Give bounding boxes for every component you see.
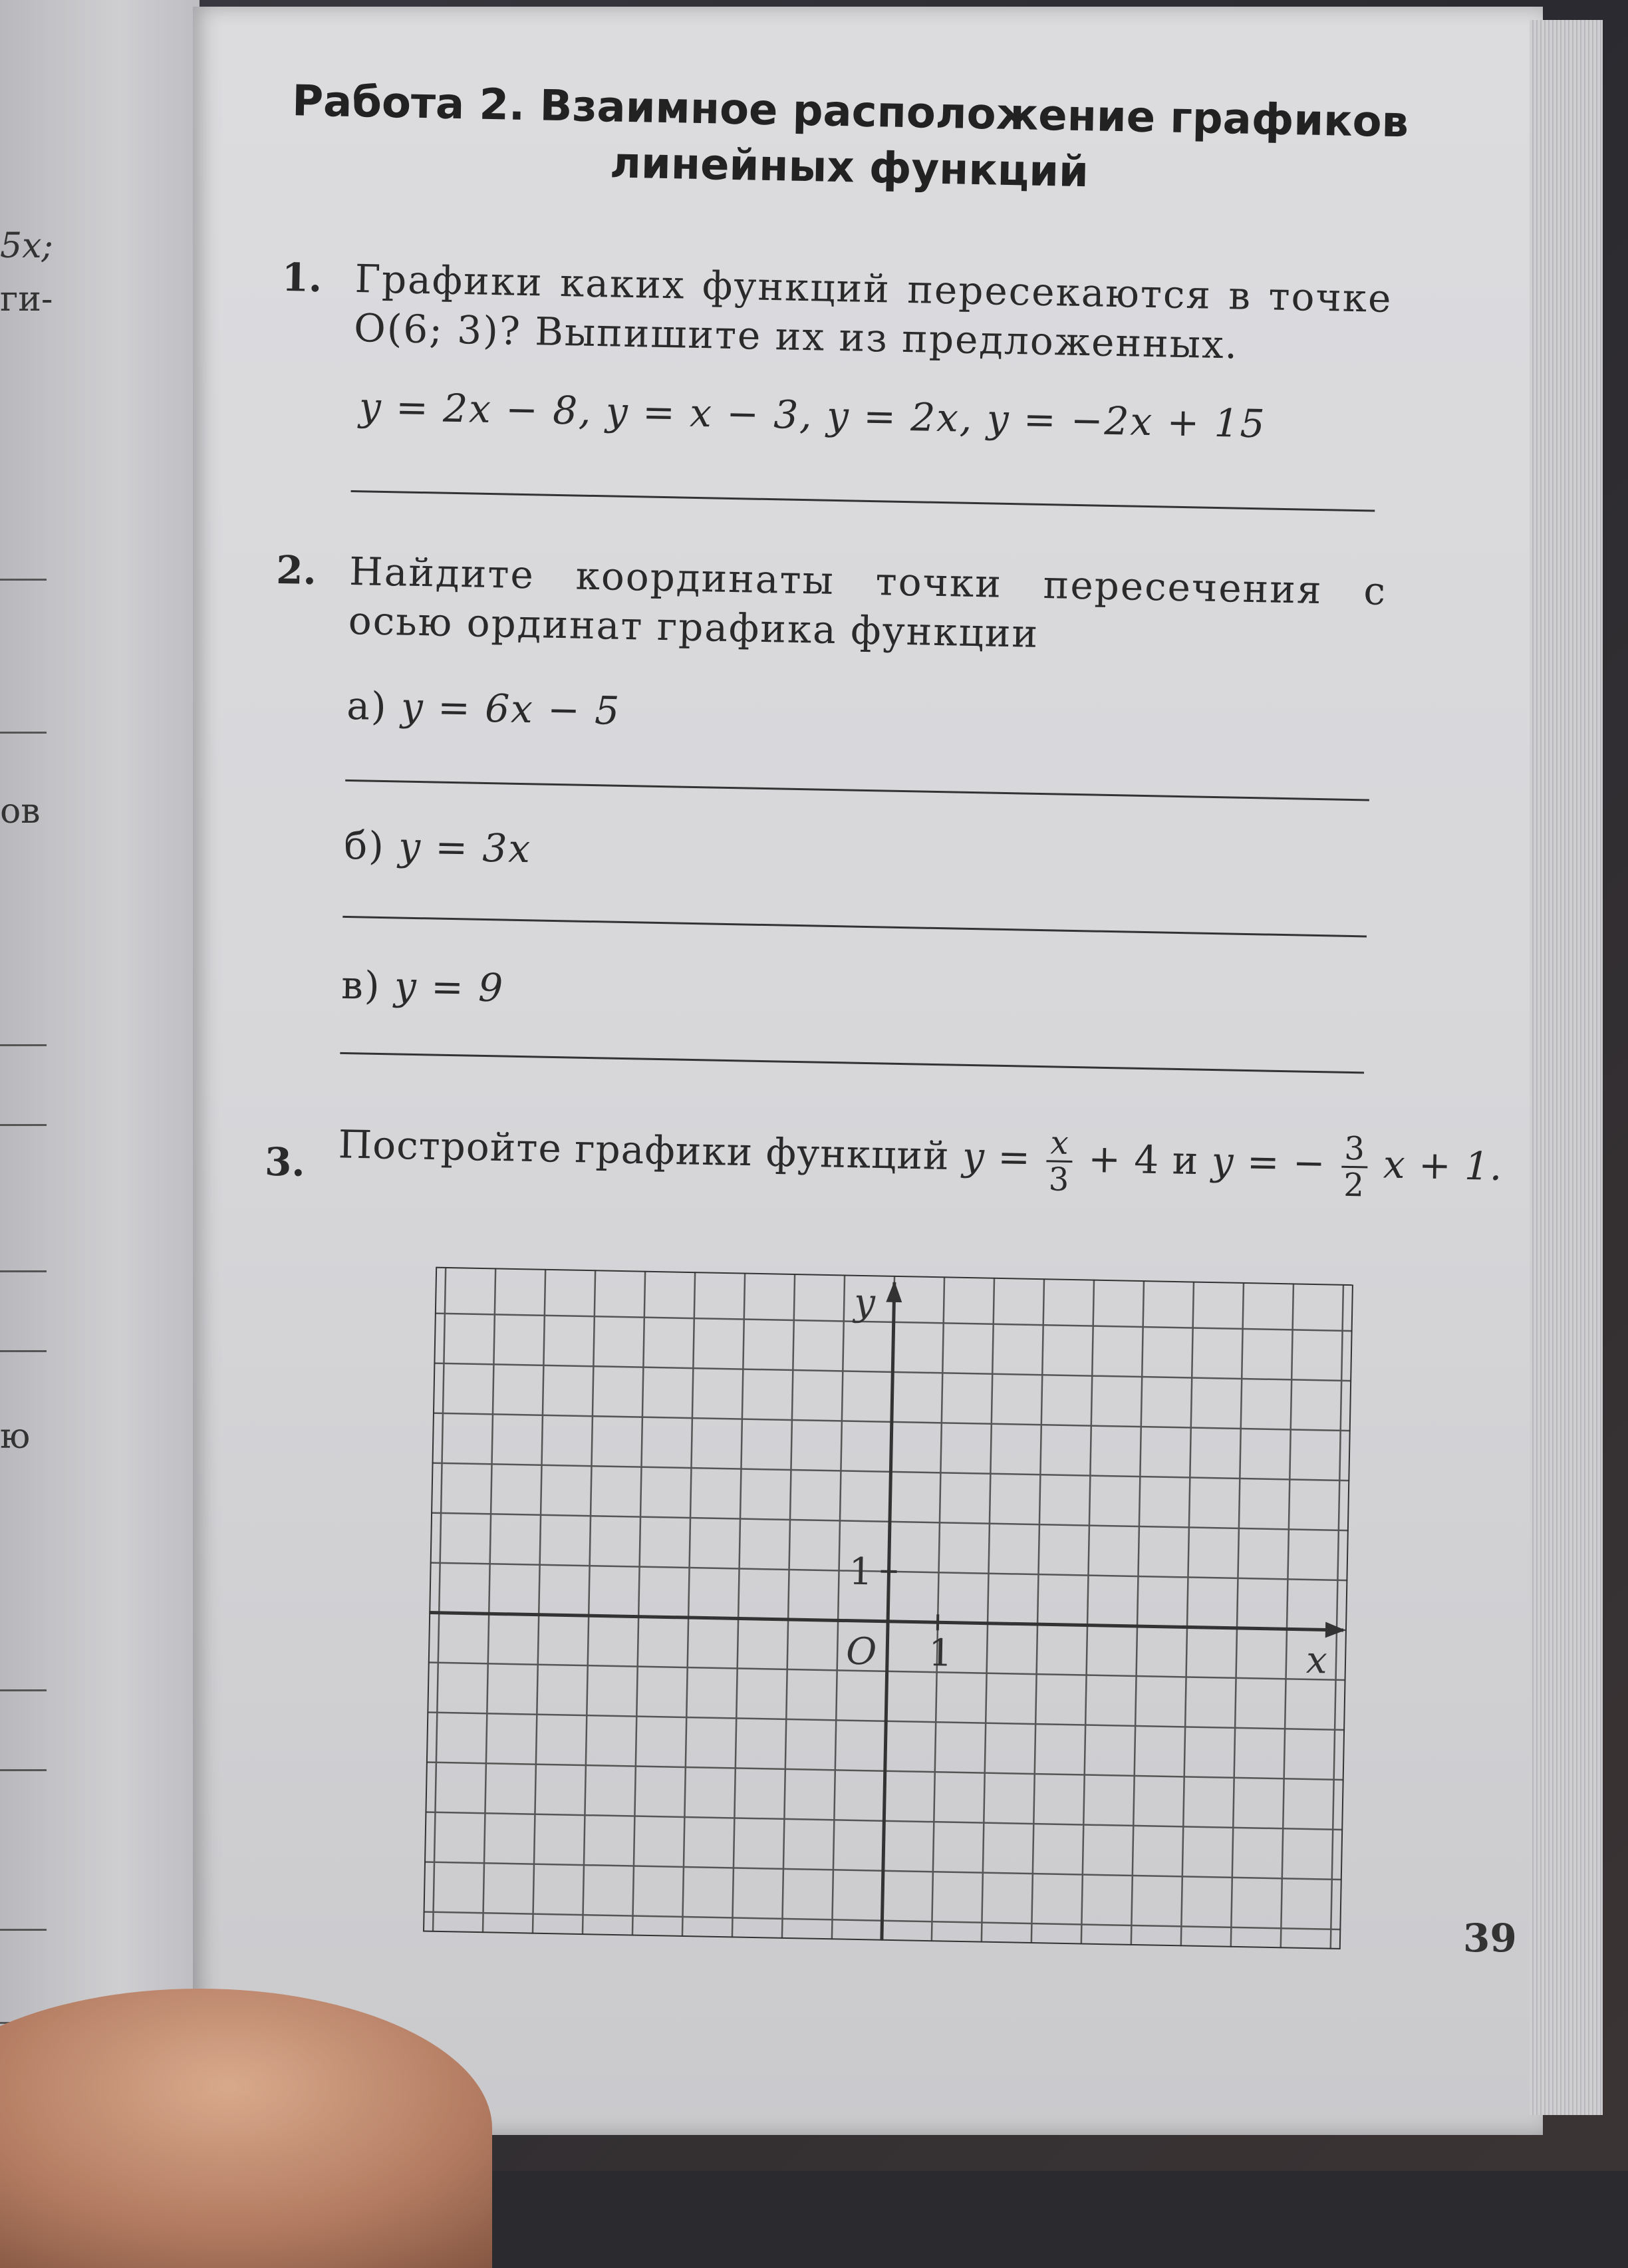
task-text-lead: Постройте графики функций [338,1121,950,1179]
grid-line-vertical [932,1276,944,1941]
fraction [1341,1131,1369,1203]
grid-svg[interactable] [423,1267,1353,1949]
grid-line-vertical [1131,1280,1144,1945]
numerator: 3 [1341,1131,1369,1169]
left-page-line [0,1270,47,1272]
task-3 [264,1111,1449,1226]
grid-line-vertical [632,1271,645,1936]
left-page-line [0,1769,47,1771]
grid-line-vertical [782,1274,795,1939]
task-text: Графики каких функций пересекаются в точке O(6; 3)? Выпишите их из предложенных. [354,254,1393,372]
title-line-2: линейных функций [283,129,1415,207]
worksheet-content [249,60,1469,2011]
page-number: 39 [1463,1915,1517,1961]
left-page-line [0,1124,47,1126]
subtask-c [341,962,505,1011]
function-2-prefix: y = − [1211,1139,1326,1186]
origin-label: O [846,1630,877,1674]
left-page-line [0,732,47,734]
task-text [338,1112,1504,1206]
function-2-suffix: x + 1. [1383,1142,1503,1189]
grid-line-vertical [583,1270,595,1935]
answer-line[interactable] [351,490,1375,512]
task-text: Найдите координаты точки пересечения с осью ординат графика функции [348,547,1387,665]
denominator: 2 [1341,1168,1368,1203]
grid-line-vertical [1081,1280,1094,1945]
denominator: 3 [1045,1162,1073,1197]
left-page-line [0,1929,47,1931]
page-edge [1530,20,1603,2115]
grid-line-vertical [832,1274,845,1939]
subtask-equation: y = 6x − 5 [400,684,620,734]
grid-line-vertical [1281,1283,1293,1948]
fraction [1045,1125,1073,1197]
function-1-suffix: + 4 и [1088,1136,1199,1183]
subtask-equation: y = 9 [394,963,504,1010]
grid-line-vertical [682,1272,695,1937]
subtask-label: в) [341,962,382,1008]
grid-line-vertical [732,1273,745,1938]
function-list: y = 2x − 8, y = x − 3, y = 2x, y = −2x + 15 [358,384,1266,446]
left-page-fragment: ов [0,791,41,831]
unit-y-label: 1 [849,1550,873,1594]
task-number: 1. [281,253,323,303]
subtask-equation: y = 3x [398,823,532,871]
left-page-fragment: ги- [0,279,53,319]
task-2 [277,545,1407,567]
grid-line-vertical [1231,1282,1244,1947]
numerator: x [1046,1125,1073,1163]
task-number: 2. [276,545,317,595]
y-axis-arrow [886,1281,902,1302]
x-axis-label: x [1305,1639,1327,1683]
left-page-line [0,1044,47,1046]
y-axis-label: y [852,1281,877,1325]
left-page-fragment: 5x; [0,226,53,266]
task-number: 3. [264,1137,305,1187]
left-page-line [0,1350,47,1352]
subtask-a [346,683,621,734]
left-page-line [0,579,47,581]
left-page-line [0,1689,47,1691]
grid-line-vertical [1031,1278,1044,1943]
worksheet-title [283,73,1416,207]
task-1 [282,253,1413,275]
grid-line-vertical [1181,1282,1194,1947]
answer-line[interactable] [342,916,1367,938]
answer-line[interactable] [345,780,1369,801]
answer-line[interactable] [340,1052,1364,1074]
y-axis [882,1282,894,1941]
function-1-prefix: y = [962,1133,1031,1180]
grid-line-vertical [483,1268,495,1933]
grid-line-vertical [533,1269,545,1934]
subtask-b [344,823,532,871]
left-page [0,0,200,2171]
subtask-label: а) [346,683,388,729]
title-line-1: Работа 2. Взаимное расположение графиков [285,73,1416,151]
left-page-fragment: ю [0,1417,30,1457]
coordinate-grid[interactable] [423,1267,1353,1949]
x-axis-arrow [1325,1622,1345,1638]
grid-line-vertical [982,1278,994,1943]
unit-x-label: 1 [928,1631,953,1675]
subtask-label: б) [344,823,386,869]
